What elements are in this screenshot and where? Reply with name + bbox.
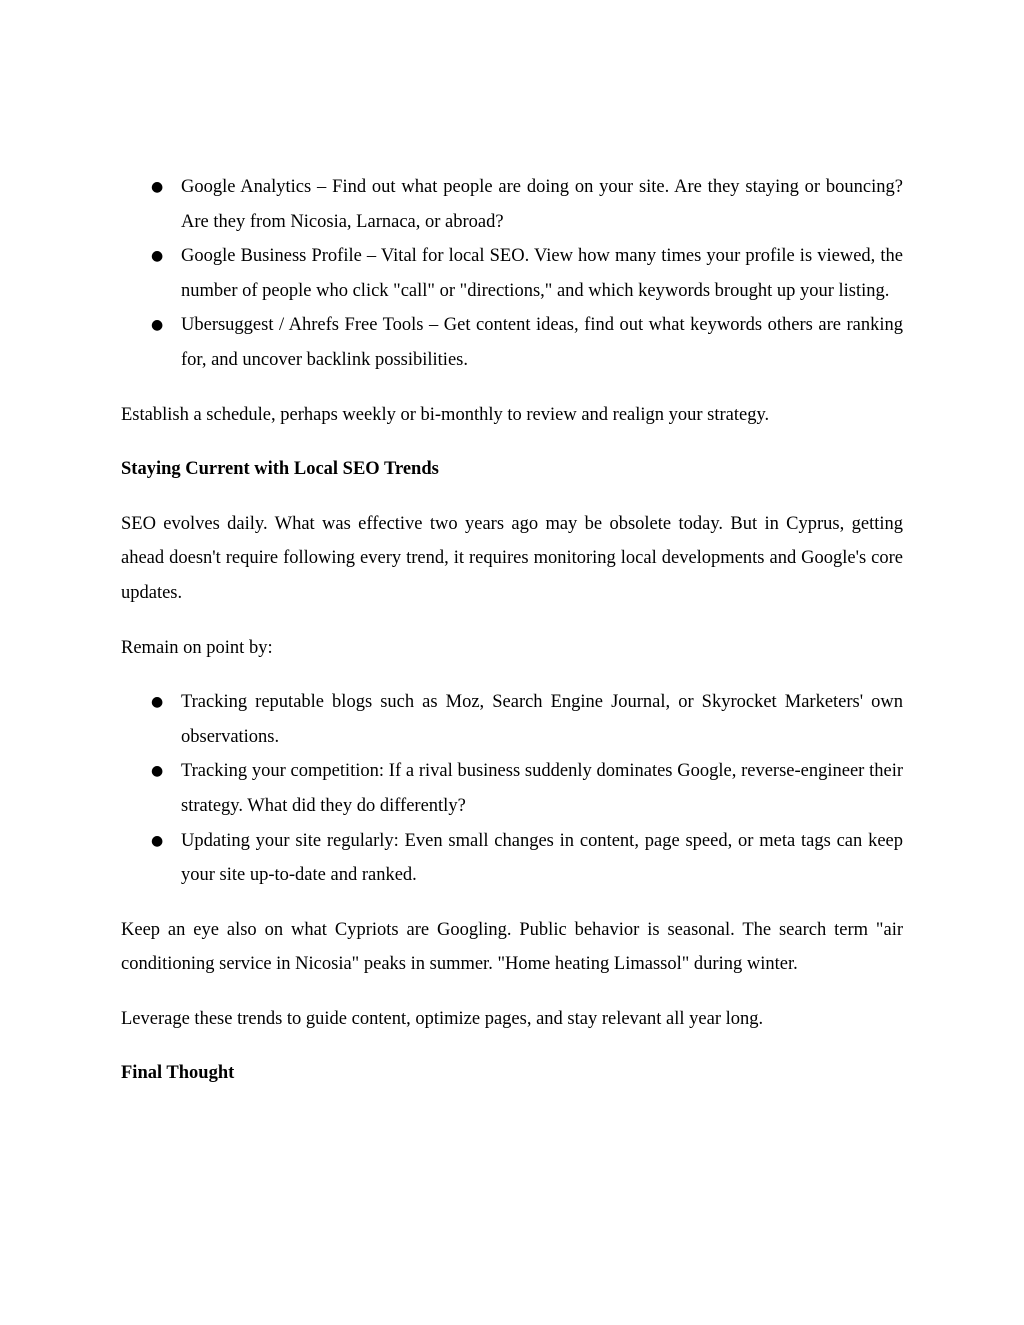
paragraph-schedule: Establish a schedule, perhaps weekly or bi-monthly to review and realign your strategy. [121,404,770,425]
bullet-icon: ● [151,694,164,711]
list-item-text: Ubersuggest / Ahrefs Free Tools – Get content ideas, find out what keywords others are ranking for, and uncover backlink possibilities. [181,315,903,370]
bullet-icon: ● [151,832,164,849]
paragraph-evolves: SEO evolves daily. What was effective two years ago may be obsolete today. But in Cyprus, getting ahead doesn't require following every trend, it requires monitoring local developments and Google's core updates. [121,513,903,603]
tracking-list [121,685,903,893]
paragraph-remain: Remain on point by: [121,637,273,658]
list-item [121,308,903,377]
list-item [121,754,903,823]
bullet-icon: ● [151,248,164,265]
document-page [121,170,903,1091]
list-item [121,685,903,754]
list-item-text: Tracking reputable blogs such as Moz, Search Engine Journal, or Skyrocket Marketers' own observations. [181,692,903,747]
list-item-text: Google Analytics – Find out what people are doing on your site. Are they staying or bouncing? Are they from Nicosia, Larnaca, or abroad? [181,177,903,232]
list-item [121,239,903,308]
paragraph-leverage: Leverage these trends to guide content, optimize pages, and stay relevant all year long. [121,1008,764,1029]
list-item [121,170,903,239]
bullet-icon: ● [151,763,164,780]
tools-list [121,170,903,378]
bullet-icon: ● [151,317,164,334]
paragraph-keep-eye: Keep an eye also on what Cypriots are Googling. Public behavior is seasonal. The search term "air conditioning service in Nicosia" peaks in summer. "Home heating Limassol" during winter. [121,919,903,975]
list-item-text: Google Business Profile – Vital for local SEO. View how many times your profile is viewed, the number of people who click "call" or "directions," and which keywords brought up your listing. [181,246,903,301]
list-item [121,824,903,893]
heading-final-thought: Final Thought [121,1063,235,1084]
list-item-text: Updating your site regularly: Even small changes in content, page speed, or meta tags can keep your site up-to-date and ranked. [181,830,903,886]
heading-trends: Staying Current with Local SEO Trends [121,459,439,480]
list-item-text: Tracking your competition: If a rival business suddenly dominates Google, reverse-engineer their strategy. What did they do differently? [181,761,903,816]
bullet-icon: ● [151,179,164,195]
